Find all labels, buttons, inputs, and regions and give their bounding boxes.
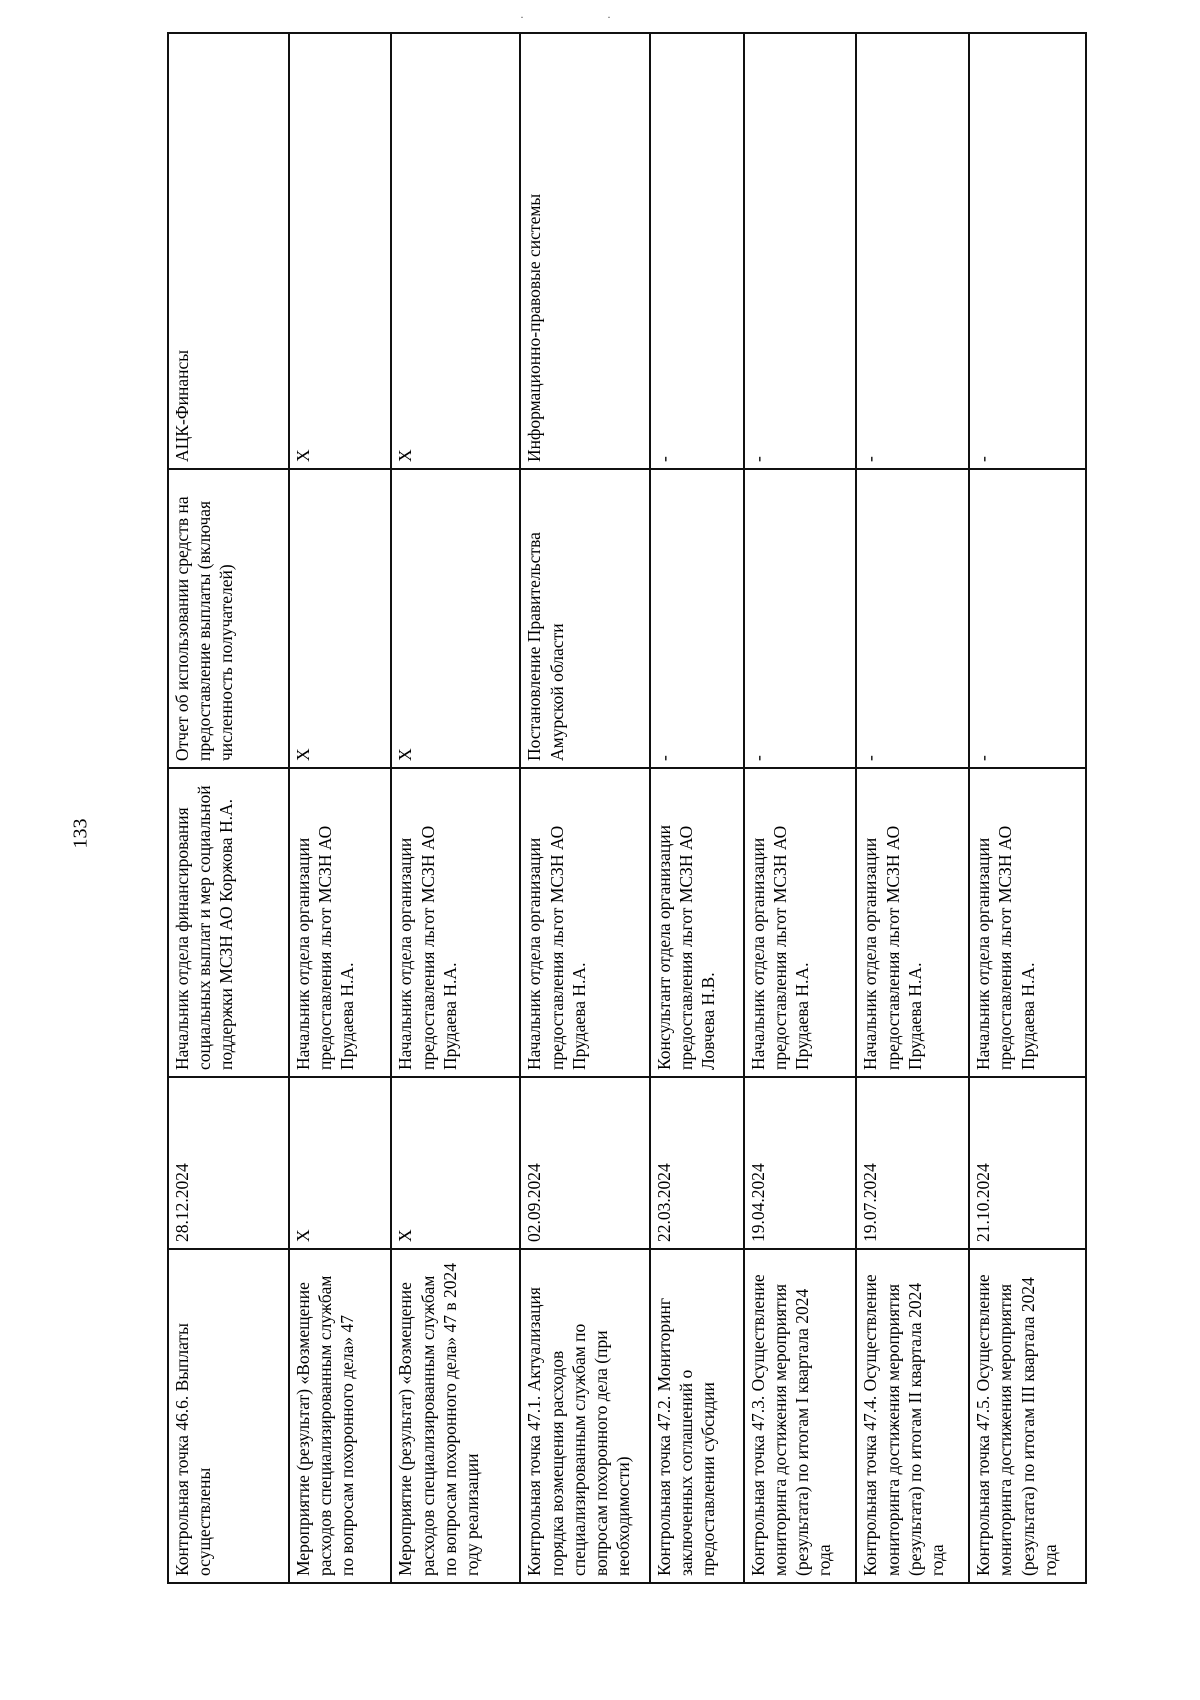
control-point-cell: Контрольная точка 47.2. Мониторинг заключенных соглашений о предоставлении субсидии <box>650 1249 744 1583</box>
document-cell: - <box>744 469 857 768</box>
date-cell: 21.10.2024 <box>969 1077 1086 1249</box>
rotated-table-wrapper <box>167 104 1087 1584</box>
date-cell: 02.09.2024 <box>520 1077 649 1249</box>
date-cell: X <box>289 1077 391 1249</box>
control-point-cell: Контрольная точка 46.6. Выплаты осуществлены <box>168 1249 289 1583</box>
information-system-cell: - <box>744 33 857 469</box>
date-cell: X <box>391 1077 520 1249</box>
table-row <box>391 33 520 1583</box>
scan-marks: · · <box>520 10 651 24</box>
control-point-cell: Контрольная точка 47.1. Актуализация порядка возмещения расходов специализированным службам по вопросам похоронного дела (при необходимости) <box>520 1249 649 1583</box>
document-cell: X <box>391 469 520 768</box>
control-point-cell: Мероприятие (результат) «Возмещение расходов специализированным службам по вопросам похоронного дела» 47 в 2024 году реализации <box>391 1249 520 1583</box>
date-cell: 19.07.2024 <box>856 1077 969 1249</box>
table-row <box>520 33 649 1583</box>
document-cell: - <box>650 469 744 768</box>
table-row <box>856 33 969 1583</box>
information-system-cell: - <box>856 33 969 469</box>
control-point-cell: Контрольная точка 47.5. Осуществление мониторинга достижения мероприятия (результата) по итогам III квартала 2024 года <box>969 1249 1086 1583</box>
information-system-cell: - <box>650 33 744 469</box>
information-system-cell: Информационно-правовые системы <box>520 33 649 469</box>
date-cell: 22.03.2024 <box>650 1077 744 1249</box>
responsible-cell: Консультант отдела организации предоставления льгот МСЗН АО Ловчева Н.В. <box>650 768 744 1077</box>
information-system-cell: X <box>391 33 520 469</box>
control-point-cell: Мероприятие (результат) «Возмещение расходов специализированным службам по вопросам похоронного дела» 47 <box>289 1249 391 1583</box>
information-system-cell: АЦК-Финансы <box>168 33 289 469</box>
control-point-cell: Контрольная точка 47.3. Осуществление мониторинга достижения мероприятия (результата) по итогам I квартала 2024 года <box>744 1249 857 1583</box>
responsible-cell: Начальник отдела организации предоставления льгот МСЗН АО Прудаева Н.А. <box>520 768 649 1077</box>
document-cell: Постановление Правительства Амурской области <box>520 469 649 768</box>
responsible-cell: Начальник отдела организации предоставления льгот МСЗН АО Прудаева Н.А. <box>289 768 391 1077</box>
responsible-cell: Начальник отдела организации предоставления льгот МСЗН АО Прудаева Н.А. <box>969 768 1086 1077</box>
document-cell: Отчет об использовании средств на предоставление выплаты (включая численность получателей) <box>168 469 289 768</box>
control-point-cell: Контрольная точка 47.4. Осуществление мониторинга достижения мероприятия (результата) по итогам II квартала 2024 года <box>856 1249 969 1583</box>
table-row <box>744 33 857 1583</box>
responsible-cell: Начальник отдела организации предоставления льгот МСЗН АО Прудаева Н.А. <box>856 768 969 1077</box>
document-cell: X <box>289 469 391 768</box>
date-cell: 19.04.2024 <box>744 1077 857 1249</box>
document-cell: - <box>856 469 969 768</box>
responsible-cell: Начальник отдела организации предоставления льгот МСЗН АО Прудаева Н.А. <box>391 768 520 1077</box>
information-system-cell: X <box>289 33 391 469</box>
information-system-cell: - <box>969 33 1086 469</box>
date-cell: 28.12.2024 <box>168 1077 289 1249</box>
table-row <box>650 33 744 1583</box>
table-row <box>168 33 289 1583</box>
page-number: 133 <box>69 818 92 849</box>
responsible-cell: Начальник отдела организации предоставления льгот МСЗН АО Прудаева Н.А. <box>744 768 857 1077</box>
responsible-cell: Начальник отдела финансирования социальных выплат и мер социальной поддержки МСЗН АО Коржова Н.А. <box>168 768 289 1077</box>
document-cell: - <box>969 469 1086 768</box>
table-row <box>289 33 391 1583</box>
table-row <box>969 33 1086 1583</box>
control-points-table <box>167 32 1087 1584</box>
